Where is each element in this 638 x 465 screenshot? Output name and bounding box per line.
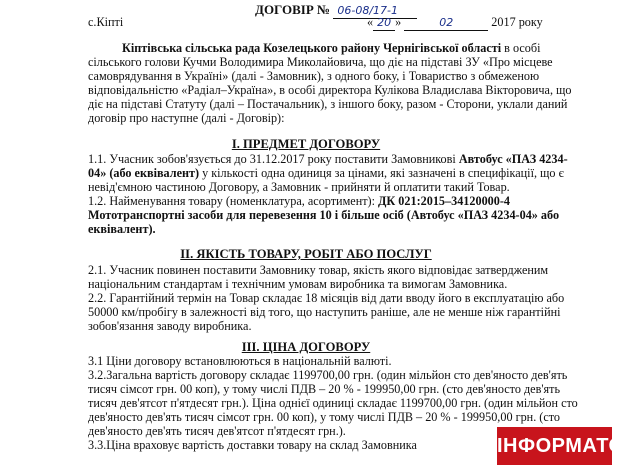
section-line: Мототранспортні засоби для перевезення 10 і більше осіб (Автобус «ПАЗ 4234-04» або bbox=[88, 208, 560, 222]
line-text: 1.2. Найменування товару (номенклатура, асортимент): bbox=[88, 194, 379, 208]
section-line bbox=[88, 194, 510, 208]
section-line: дев'яносто дев'ять тисяч сімсот грн. 00 коп), у тому числі ПДВ – 20 % - 199950,00 грн. (сто bbox=[88, 410, 561, 424]
date-day: 20 bbox=[373, 16, 395, 31]
section-line: зобов'язання заводу виробника. bbox=[88, 319, 252, 333]
section-line: невід'ємною частиною Договору, а Замовник - прийняти й оплатити такий Товар. bbox=[88, 180, 510, 194]
section-line: національним стандартам і технічним умовам виробника та вимогам Замовника. bbox=[88, 277, 508, 291]
section-line: 2.1. Учасник повинен поставити Замовнику товар, якість якого відповідає затвердженим bbox=[88, 263, 549, 277]
section-line: еквівалент). bbox=[88, 222, 156, 236]
preamble-line: діє на підставі Статуту (далі – Постачальник), з іншого боку, разом - Сторони, уклали даний bbox=[88, 97, 568, 111]
section-line: тисяч дев'ятсот п'ятдесят грн.). Ціна однієї одиниці складає 1199700,00 грн. (один мільйон сто bbox=[88, 396, 578, 410]
section-heading: ІІІ. ЦІНА ДОГОВОРУ bbox=[241, 340, 371, 354]
section-line: 50000 км/пробігу в залежності від того, що наступить раніше, але не менше ніж гарантійні bbox=[88, 305, 561, 319]
preamble-line: сільського голови Кучми Володимира Миколайовича, що діє на підставі ЗУ «Про місцеве bbox=[88, 55, 553, 69]
section-heading: ІІ. ЯКІСТЬ ТОВАРУ, РОБІТ АБО ПОСЛУГ bbox=[180, 247, 432, 261]
preamble-text: в особі bbox=[501, 41, 541, 55]
section-line bbox=[88, 166, 564, 180]
preamble-line bbox=[122, 41, 540, 55]
council-name: Кіптівська сільська рада Козелецького району Чернігівської області bbox=[122, 41, 502, 55]
line-bold: ДК 021:2015–34120000-4 bbox=[378, 194, 511, 208]
preamble-line: договір про наступне (далі - Договір): bbox=[88, 111, 285, 125]
contract-date bbox=[367, 15, 543, 31]
preamble-line: самоврядування в Україні» (далі - Замовник), з одного боку, і Товариство з обмеженою bbox=[88, 69, 540, 83]
title-prefix: ДОГОВІР № bbox=[255, 2, 331, 17]
section-heading: І. ПРЕДМЕТ ДОГОВОРУ bbox=[231, 137, 381, 151]
date-close-quote: » bbox=[395, 15, 402, 29]
line-text: у кількості одна одиниця за цінами, які зазначені в специфікації, що є bbox=[199, 166, 564, 180]
preamble-line: відповідальністю «Радіал–Україна», в особі директора Кулікова Владислава Вікторовича, що bbox=[88, 83, 572, 97]
section-line: 3.1 Ціни договору встановлюються в національній валюті. bbox=[88, 354, 392, 368]
date-month: 02 bbox=[404, 16, 488, 31]
date-open-quote: « bbox=[367, 15, 374, 29]
line-text: 1.1. Учасник зобов'язується до 31.12.2017 року поставити Замовникові bbox=[88, 152, 459, 166]
section-line: 2.2. Гарантійний термін на Товар складає 18 місяців від дати вводу його в експлуатацію або bbox=[88, 291, 565, 305]
informator-watermark: ІНФОРМАТОР bbox=[497, 427, 612, 465]
contract-number: 06-08/17-1 bbox=[333, 4, 417, 19]
section-line bbox=[88, 152, 568, 166]
section-line: дев'яносто дев'ять тисяч дев'ятсот п'ятдесят грн.). bbox=[88, 424, 346, 438]
line-bold: Автобус «ПАЗ 4234- bbox=[458, 152, 568, 166]
section-line: 3.2.Загальна вартість договору складає 1199700,00 грн. (один мільйон сто дев'яносто дев'ять bbox=[88, 368, 568, 382]
date-year: 2017 року bbox=[491, 15, 543, 29]
section-line: тисяч сімсот грн. 00 коп), у тому числі ПДВ – 20 % - 199950,00 грн. (сто дев'яносто дев'ять bbox=[88, 382, 561, 396]
line-bold: 04» (або еквівалент) bbox=[88, 166, 200, 180]
place: с.Кіпті bbox=[88, 15, 124, 29]
section-line: 3.3.Ціна враховує вартість доставки товару на склад Замовника bbox=[88, 438, 417, 452]
